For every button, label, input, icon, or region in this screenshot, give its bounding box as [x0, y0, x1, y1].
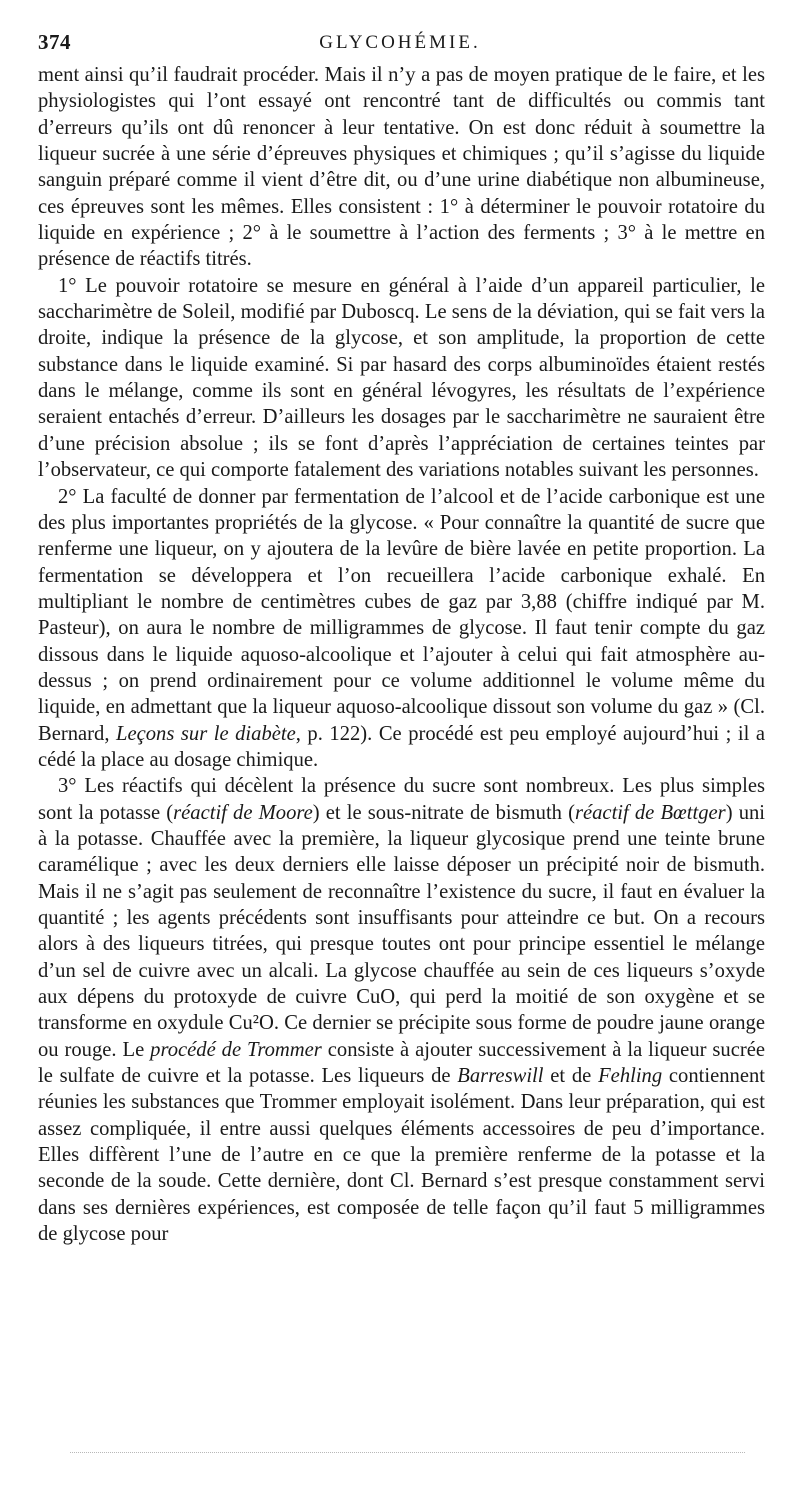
text-run: 1° Le pouvoir rotatoire se mesure en général à l’aide d’un appareil particulier, le saccharimètre de Soleil, modifié par Duboscq. Le sens de la déviation, qui se fait vers la droite, indique la présence de la glycose, et son amplitude, la proportion de cette substance dans le liquide examiné. Si par hasard des corps albuminoïdes étaient restés dans le mélange, comme ils sont en général lévogyres, les résultats de l’expérience seraient entachés d’erreur. D’ailleurs les dosages par le saccharimètre ne sauraient être d’une précision absolue ; ils se font d’après l’appréciation de certaines teintes par l’observateur, ce qui comporte fatalement des variations notables suivant les personnes. — [38, 274, 765, 482]
text-run: 3° Les réactifs qui décèlent la présence du sucre sont nombreux. Les plus simples sont la potasse ( — [38, 775, 765, 824]
text-run: ment ainsi qu’il faudrait procéder. Mais il n’y a pas de moyen pratique de le faire, et les physiologistes qui l’ont essayé ont rencontré tant de difficultés ou commis tant d’erreurs qu’ils ont dû renoncer à leur tentative. On est donc réduit à soumettre la liqueur sucrée à une série d’épreuves physiques et chimiques ; qu’il s’agisse du liquide sanguin préparé comme il vient d’être dit, ou d’une urine diabétique non albumineuse, ces épreuves sont les mêmes. Elles consistent : 1° à déterminer le pouvoir rotatoire du liquide en expérience ; 2° à le soumettre à l’action des ferments ; 3° à le mettre en présence de réactifs titrés. — [38, 64, 765, 271]
page-header — [38, 30, 762, 60]
italic-term: Fehling — [598, 1065, 663, 1088]
paragraph-fermentation — [38, 484, 765, 774]
text-run: 2° La faculté de donner par fermentation de l’alcool et de l’acide carbonique est une des plus importantes propriétés de la glycose. « Pour connaître la quantité de sucre que renferme une liqueur, on y ajoutera de la levûre de bière lavée en petite proportion. La fermentation se développera et l’on recueillera l’acide carbonique exhalé. En multipliant le nombre de centimètres cubes de gaz par 3,88 (chiffre indiqué par M. Pasteur), on aura le nombre de milligrammes de glycose. Il faut tenir compte du gaz dissous dans le liquide aquoso-alcoolique et l’ajouter à celui qui fait atmosphère au-dessus ; on prend ordinairement pour ce volume additionnel le volume même du liquide, en admettant que la liqueur aquoso-alcoolique dissout son volume du gaz » (Cl. Bernard, — [38, 485, 765, 745]
body-text — [38, 62, 765, 1247]
text-run: ) uni à la potasse. Chauffée avec la première, la liqueur glycosique prend une teinte brune caramélique ; avec les deux derniers elle laisse déposer un précipité noir de bismuth. Mais il ne s’agit pas seulement de reconnaître l’existence du sucre, il faut en évaluer la quantité ; les agents précédents sont insuffisants pour atteindre ce but. On a recours alors à des liqueurs titrées, qui presque toutes ont pour principe essentiel le mélange d’un sel de cuivre avec un alcali. La glycose chauffée au sein de ces liqueurs s’oxyde aux dépens du protoxyde de cuivre CuO, qui perd la moitié de son oxygène et se transforme en oxydule Cu²O. Ce dernier se précipite sous forme de poudre jaune orange ou rouge. Le — [38, 801, 766, 1061]
text-run: et de — [543, 1065, 599, 1088]
italic-term: Barreswill — [457, 1065, 544, 1088]
paragraph-reagents — [38, 773, 765, 1247]
running-title: GLYCOHÉMIE. — [319, 32, 481, 53]
paragraph-continuation — [38, 62, 765, 273]
text-run: , p. 122). Ce procédé est peu employé aujourd’hui ; il a cédé la place au dosage chimique. — [38, 722, 766, 771]
italic-citation-title: Leçons sur le diabète — [116, 722, 296, 745]
text-run: contiennent réunies les substances que Trommer employait isolément. Dans leur préparation, qui est assez compliquée, il entre aussi quelques éléments accessoires de peu d’importance. Elles diffèrent l’une de l’autre en ce que la première renferme de la potasse et la seconde de la soude. Cette dernière, dont Cl. Bernard s’est presque constamment servi dans ses dernières expériences, est composée de telle façon qu’il faut 5 milligrammes de glycose pour — [38, 1065, 765, 1246]
text-run: consiste à ajouter successivement à la liqueur sucrée le sulfate de cuivre et la potasse. Les liqueurs de — [38, 1038, 766, 1088]
text-run: ) et le sous-nitrate de bismuth ( — [312, 801, 575, 824]
italic-term: procédé de Trommer — [150, 1038, 322, 1061]
italic-term: réactif de Bœttger — [574, 801, 726, 824]
page-number: 374 — [38, 30, 71, 54]
paragraph-rotatory-power — [38, 273, 765, 484]
footer-rule — [70, 1452, 745, 1453]
italic-term: réactif de Moore — [173, 801, 313, 824]
